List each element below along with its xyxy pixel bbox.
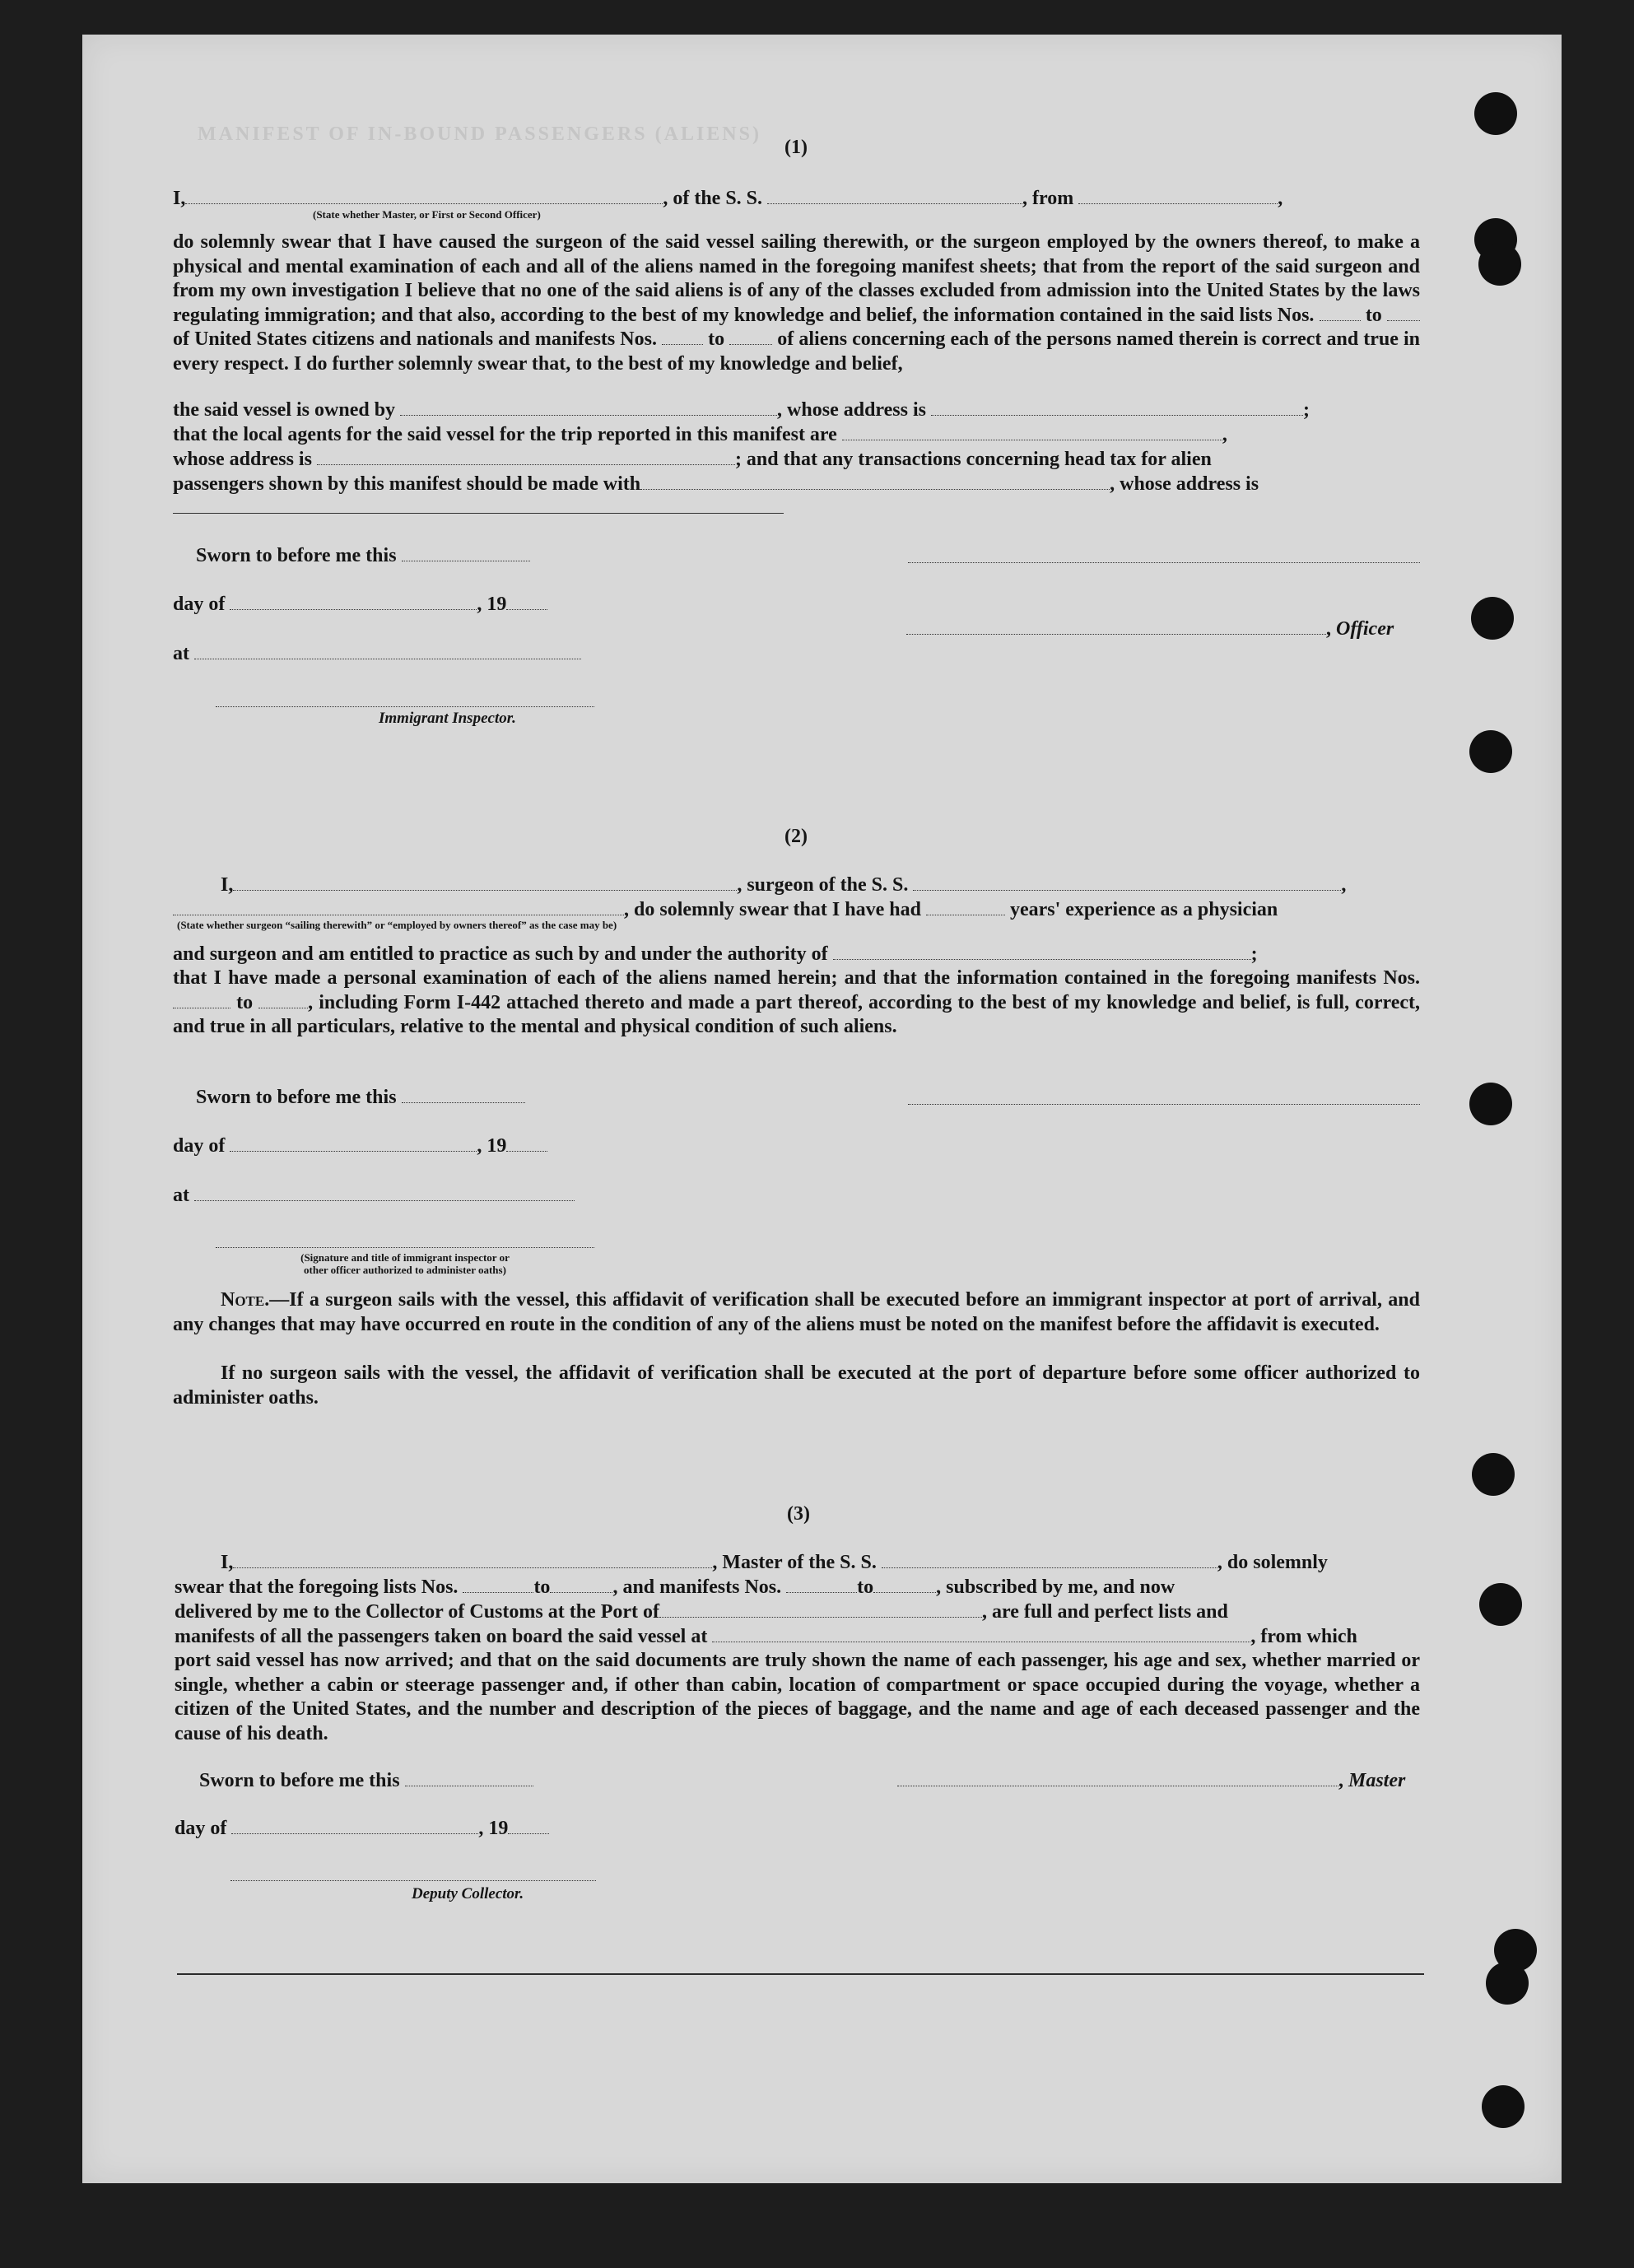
bleed-through-header: MANIFEST OF IN-BOUND PASSENGERS (ALIENS)	[198, 123, 761, 145]
bottom-rule	[177, 1973, 1424, 1975]
s3-line-4: manifests of all the passengers taken on board the said vessel at , from which	[175, 1626, 1357, 1647]
s2-at-line: at	[173, 1183, 575, 1208]
s1-caption: (State whether Master, or First or Second Officer)	[313, 208, 541, 221]
punch-hole-icon	[1469, 1083, 1512, 1125]
punch-hole-icon	[1478, 243, 1521, 286]
s1-oath-text: do solemnly swear that I have caused the surgeon of the said vessel sailing therewith, or the surgeon employed by the owners thereof, to make a physical and mental examination of each and all of the aliens named in the foregoing manifest sheets; that from the report of the said surgeon and from my own investigation I believe that no one of the said aliens is of any of the classes excluded from admission into the United States by the laws regulating immigration; and that also, according to the best of my knowledge and belief, the information contained in the said lists Nos. to of United States citizens and nationals and manifests Nos. to of aliens concerning each of the persons named therein is correct and true in every respect. I do further solemnly swear that, to the best of my knowledge and belief,	[173, 231, 1420, 375]
s1-at-line: at	[173, 641, 581, 666]
s3-line-2: swear that the foregoing lists Nos. to , and manifests Nos. to , subscribed by me, and now	[175, 1576, 1175, 1598]
s1-day-line: day of , 19	[173, 592, 547, 617]
s2-sigcap-line-1: (Signature and title of immigrant inspector or	[300, 1251, 510, 1264]
s2-sworn-line: Sworn to before me this	[196, 1085, 525, 1110]
punch-hole-icon	[1471, 597, 1514, 640]
s3-deputy-rule	[230, 1880, 596, 1881]
s2-note: Note.—If a surgeon sails with the vessel, this affidavit of verification shall be executed before an immigrant inspector at port of arrival, and any changes that may have occurred en route in the condition of any of the aliens must be noted on the manifest before the affidavit is executed.	[173, 1289, 1420, 1335]
s2-signature-officer-rule	[216, 1247, 594, 1248]
s1-agents-line: that the local agents for the said vessel for the trip reported in this manifest are ,	[173, 424, 1227, 445]
s3-line-1: I, , Master of the S. S. , do solemnly	[221, 1552, 1328, 1573]
s1-inspector-label: Immigrant Inspector.	[379, 710, 516, 727]
punch-hole-icon	[1472, 1453, 1515, 1496]
s2-line-1: I, , surgeon of the S. S. ,	[221, 874, 1347, 896]
s2-sigcap-line-2: other officer authorized to administer oaths)	[304, 1264, 506, 1276]
s1-line-1: I, , of the S. S. , from ,	[173, 188, 1283, 209]
section-2-heading: (2)	[784, 826, 808, 847]
section-3-heading: (3)	[787, 1503, 810, 1525]
punch-hole-icon	[1482, 2085, 1525, 2128]
s3-declaration-text: port said vessel has now arrived; and that on the said documents are truly shown the name of each passenger, his age and sex, whether married or single, whether a cabin or steerage passenger and, if other than cabin, location of compartment or space occupied during the voyage, whether a citizen of the United States, and the number and description of the pieces of baggage, and the name and age of each deceased passenger and the cause of his death.	[175, 1650, 1420, 1744]
s3-master-line: , Master	[897, 1768, 1405, 1793]
s1-headtax-line: passengers shown by this manifest should be made with , whose address is	[173, 473, 1259, 495]
s3-deputy-label: Deputy Collector.	[412, 1885, 524, 1902]
s2-caption: (State whether surgeon “sailing therewith” or “employed by owners thereof” as the case may be)	[177, 919, 617, 931]
section-1-heading: (1)	[784, 137, 808, 158]
s1-inspector-rule	[216, 706, 594, 707]
s2-note-2: If no surgeon sails with the vessel, the affidavit of verification shall be executed at the port of departure before some officer authorized to administer oaths.	[173, 1362, 1420, 1409]
s1-officer-line: , Officer	[906, 617, 1394, 641]
punch-hole-icon	[1474, 92, 1517, 135]
s2-line-2: , do solemnly swear that I have had years' experience as a physician	[173, 897, 1278, 922]
s2-signature-caption	[216, 1251, 594, 1276]
s2-exam-text: that I have made a personal examination of each of the aliens named herein; and that the information contained in the foregoing manifests Nos. to , including Form I-442 attached thereto and made a part thereof, according to the best of my knowledge and belief, is full, correct, and true in all particulars, relative to the mental and physical condition of such aliens.	[173, 967, 1420, 1037]
s3-day-line: day of , 19	[175, 1816, 549, 1841]
s2-day-line: day of , 19	[173, 1134, 547, 1158]
s1-address-line: whose address is ; and that any transactions concerning head tax for alien	[173, 449, 1212, 470]
punch-hole-icon	[1486, 1962, 1529, 2005]
punch-hole-icon	[1479, 1583, 1522, 1626]
s3-sworn-line: Sworn to before me this	[199, 1768, 533, 1793]
punch-hole-icon	[1469, 730, 1512, 773]
s2-signature-rule	[908, 1104, 1420, 1105]
s1-address-rule	[173, 513, 784, 514]
s1-signature-rule	[908, 562, 1420, 563]
s1-owner-line: the said vessel is owned by , whose address is ;	[173, 399, 1310, 421]
s2-authority-line: and surgeon and am entitled to practice as such by and under the authority of ;	[173, 943, 1258, 965]
s3-line-3: delivered by me to the Collector of Customs at the Port of , are full and perfect lists and	[175, 1601, 1228, 1623]
s1-sworn-line: Sworn to before me this	[196, 543, 530, 568]
